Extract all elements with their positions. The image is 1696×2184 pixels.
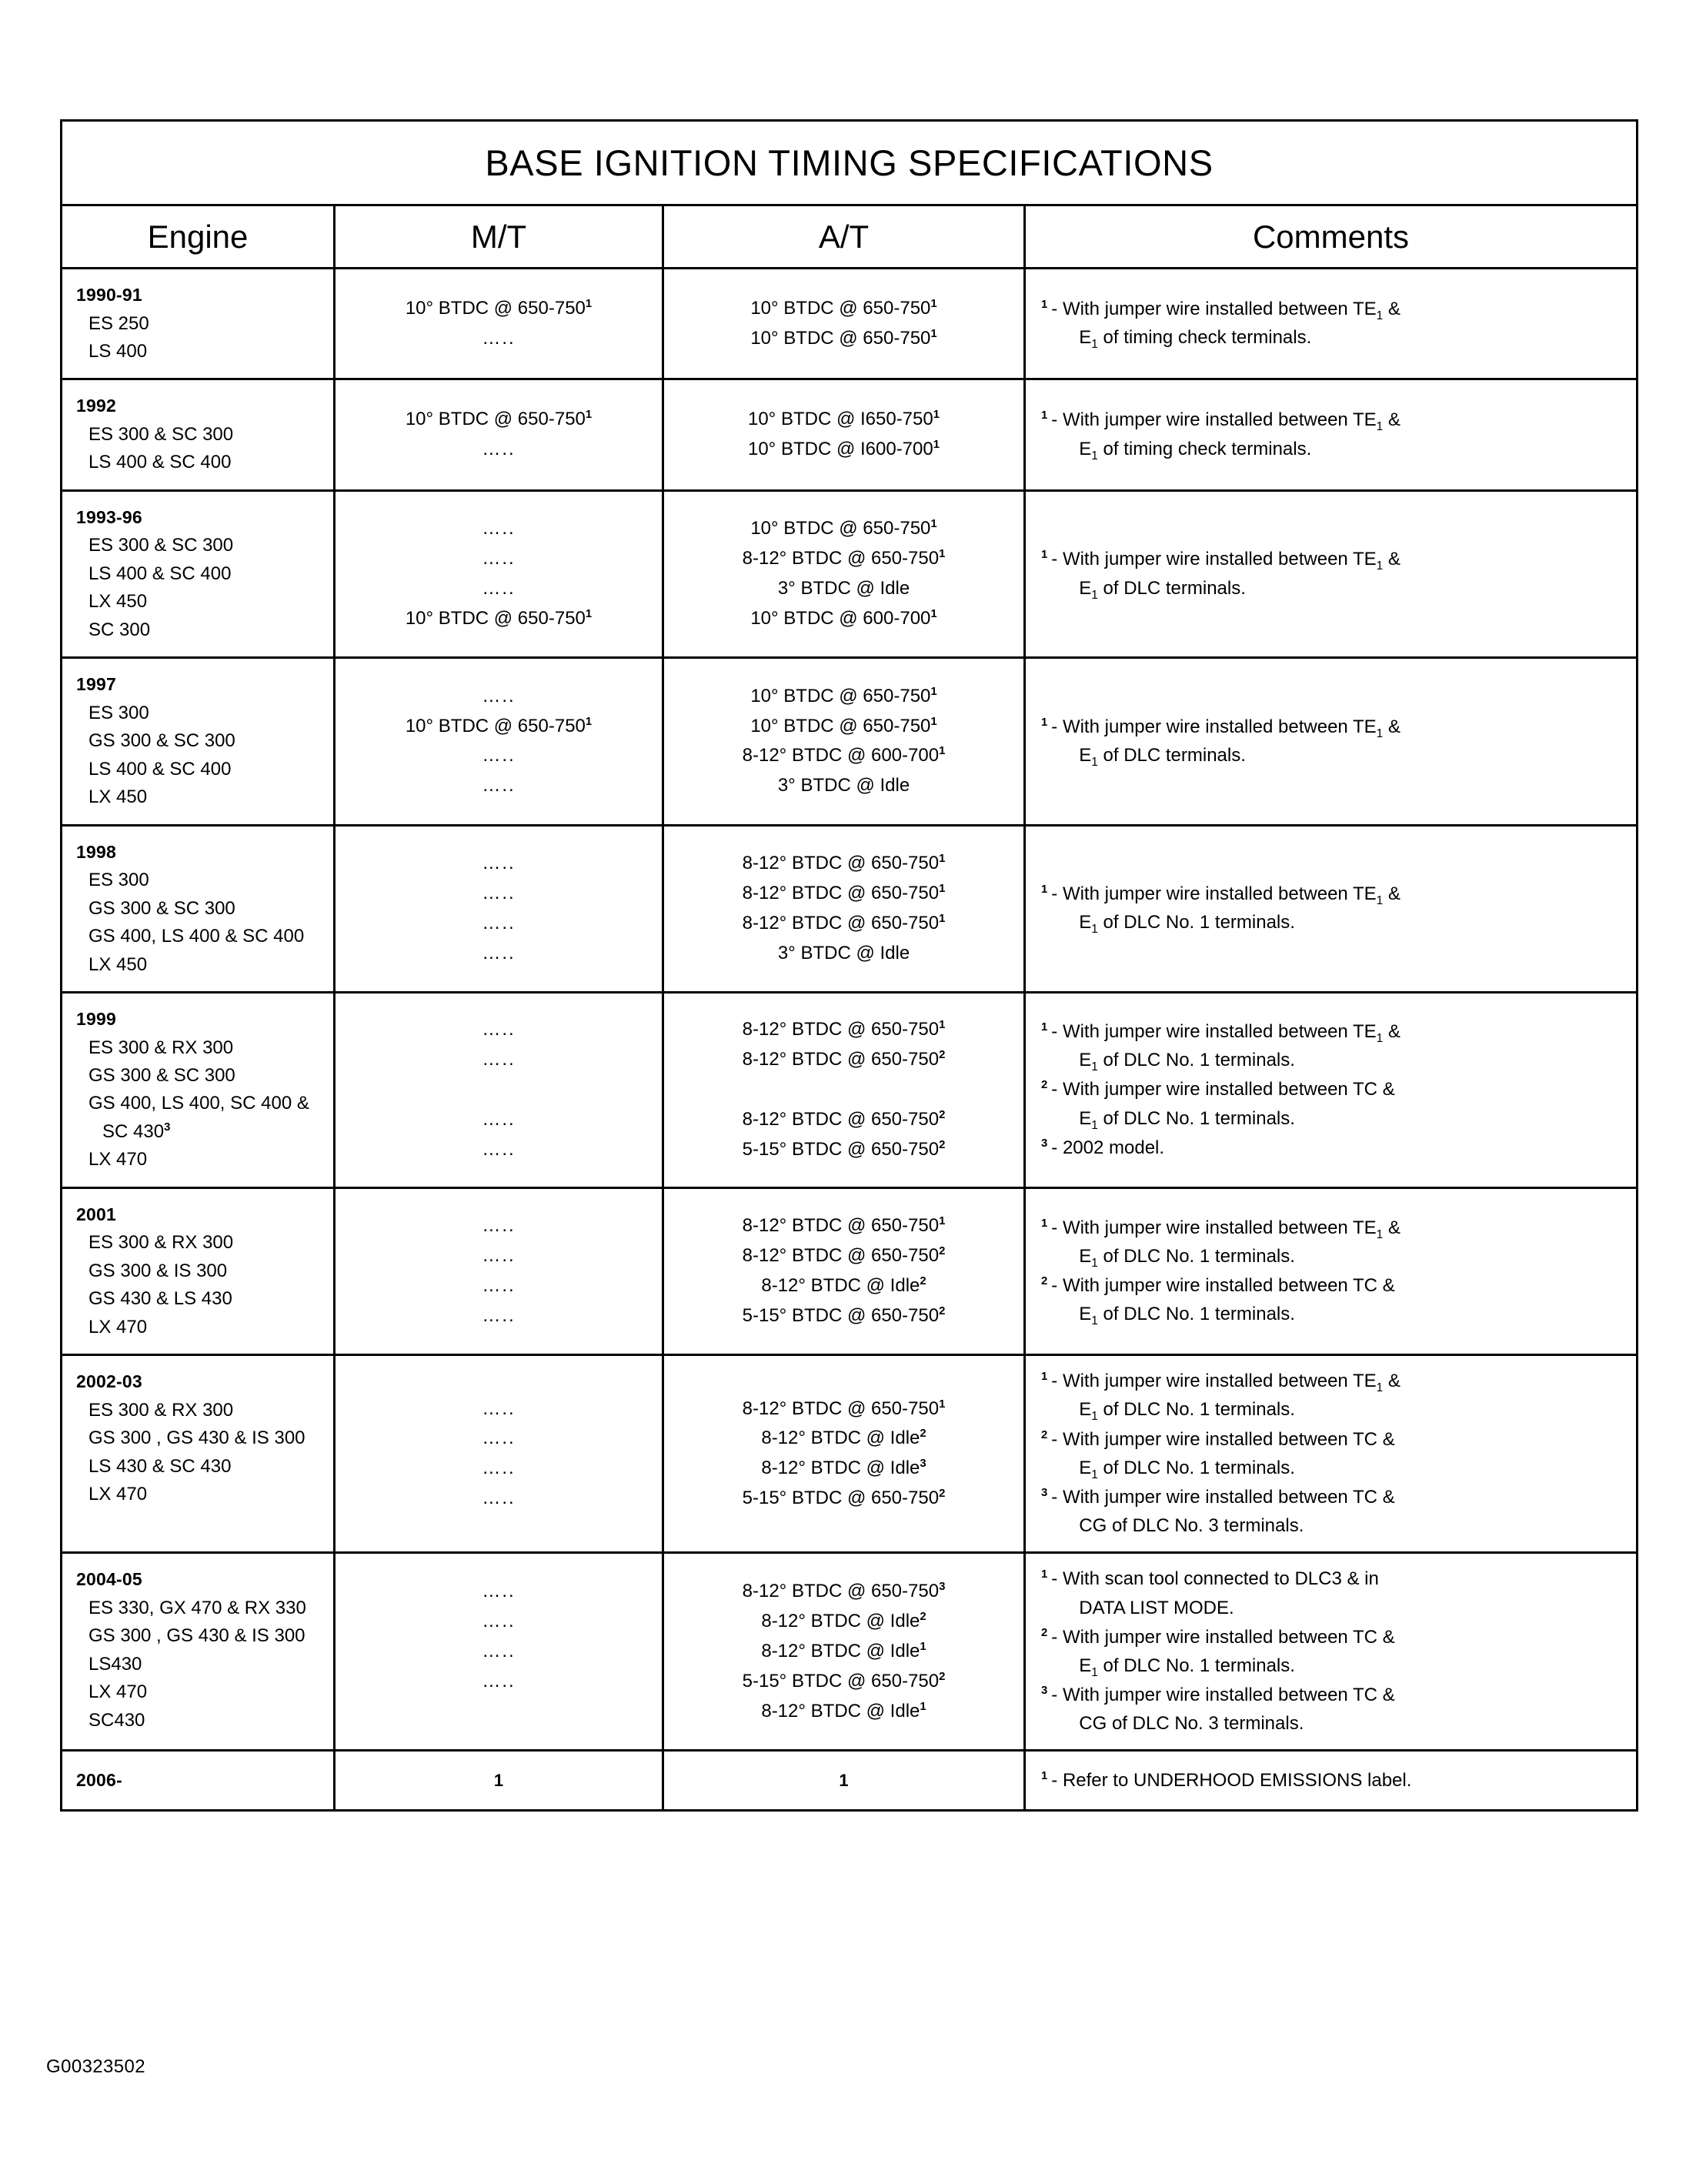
engine-model: GS 300 & IS 300 — [88, 1260, 228, 1281]
comment-note — [1041, 1017, 1619, 1074]
comment-note — [1041, 545, 1619, 602]
comment-note — [1041, 1134, 1619, 1162]
comment-text: - With jumper wire installed between TC & CG of DLC No. 3 terminals. — [1051, 1486, 1395, 1537]
engine-model: ES 300 & SC 300 — [88, 423, 234, 445]
mt-value: ….. — [482, 518, 516, 539]
mt-value: ….. — [482, 745, 516, 766]
engine-cell — [62, 1355, 335, 1553]
table-row — [62, 993, 1638, 1188]
table-row — [62, 1553, 1638, 1751]
mt-value: ….. — [482, 942, 516, 963]
mt-value: ….. — [482, 912, 516, 933]
comment-marker: 3 — [1041, 1486, 1048, 1499]
comments-cell — [1025, 490, 1638, 657]
comment-marker: 1 — [1041, 1371, 1048, 1384]
engine-model: LX 470 — [88, 1316, 148, 1337]
mt-value: ….. — [482, 1398, 516, 1419]
comment-marker: 1 — [1041, 1568, 1048, 1581]
comment-marker: 2 — [1041, 1428, 1048, 1441]
at-value: 8-12° BTDC @ $650-750^2$ — [742, 1049, 946, 1070]
at-cell — [663, 490, 1025, 657]
document-code: G00323502 — [46, 2056, 146, 2077]
comment-text: - With jumper wire installed between TC & $E_1$ of DLC No. 1 terminals. — [1051, 1626, 1395, 1679]
model-year: 2004-05 — [76, 1569, 142, 1590]
at-value: 8-12° BTDC @ $650-750^2$ — [742, 1245, 946, 1267]
comment-marker: 2 — [1041, 1626, 1048, 1639]
at-value: 8-12° BTDC @ $650-750^1$ — [742, 1019, 946, 1040]
mt-value: 10° BTDC @ $650-750^1$ — [405, 409, 593, 430]
column-header-at: A/T — [663, 205, 1025, 269]
comment-marker: 1 — [1041, 883, 1048, 897]
mt-cell — [335, 1553, 663, 1751]
mt-value: ….. — [482, 1581, 516, 1602]
mt-value: 10° BTDC @ $650-750^1$ — [405, 715, 593, 736]
engine-model: LX 470 — [88, 1484, 148, 1505]
engine-model: ES 300 — [88, 702, 149, 723]
comment-marker: 1 — [1041, 716, 1048, 729]
model-year: 1998 — [76, 841, 116, 862]
model-year: 2001 — [76, 1204, 116, 1224]
at-value: 5-15° BTDC @ $650-750^2$ — [742, 1138, 946, 1160]
at-value: 8-12° BTDC @ Idle$^1$ — [761, 1700, 926, 1721]
at-cell — [663, 658, 1025, 825]
engine-model: GS 300 & SC 300 — [88, 730, 235, 752]
base-ignition-timing-table — [60, 119, 1638, 1812]
mt-cell — [335, 1751, 663, 1811]
comment-text: - With jumper wire installed between $TE_1$ & $E_1$ of DLC No. 1 terminals. — [1051, 883, 1401, 937]
comment-marker: 1 — [1041, 1020, 1048, 1034]
comment-note — [1041, 406, 1619, 463]
engine-cell — [62, 269, 335, 379]
engine-model: SC 300 — [88, 619, 151, 640]
mt-value: ….. — [482, 439, 516, 460]
mt-value: 10° BTDC @ $650-750^1$ — [405, 297, 593, 319]
at-cell — [663, 1355, 1025, 1553]
engine-cell — [62, 1187, 335, 1354]
engine-model: GS 300 & SC 300 — [88, 1064, 235, 1086]
mt-value: ….. — [482, 1245, 516, 1267]
at-value: 10° BTDC @ $I600-700^1$ — [747, 439, 940, 460]
engine-model: LS 400 & SC 400 — [88, 452, 232, 473]
table-row — [62, 825, 1638, 992]
at-value: 5-15° BTDC @ $650-750^2$ — [742, 1670, 946, 1691]
model-year: 1993-96 — [76, 506, 142, 527]
at-value: 8-12° BTDC @ Idle$^3$ — [761, 1458, 926, 1479]
at-cell — [663, 1553, 1025, 1751]
table-row — [62, 1355, 1638, 1553]
comment-text: - With jumper wire installed between TC & CG of DLC No. 3 terminals. — [1051, 1685, 1395, 1735]
at-value — [664, 1075, 1023, 1105]
comment-marker: 1 — [1041, 409, 1048, 422]
comment-marker: 2 — [1041, 1275, 1048, 1288]
comment-note — [1041, 1075, 1619, 1132]
engine-cell — [62, 658, 335, 825]
mt-value: 10° BTDC @ $650-750^1$ — [405, 607, 593, 629]
at-value: 8-12° BTDC @ $650-750^1$ — [742, 882, 946, 903]
mt-value: ….. — [482, 548, 516, 569]
mt-value: ….. — [482, 1049, 516, 1070]
engine-model: GS 430 & LS 430 — [88, 1288, 232, 1310]
mt-value: ….. — [482, 1138, 516, 1160]
comment-marker: 1 — [1041, 549, 1048, 562]
comment-marker: 2 — [1041, 1079, 1048, 1092]
mt-value — [336, 1697, 662, 1727]
mt-value: ….. — [482, 1304, 516, 1326]
at-value: 8-12° BTDC @ $650-750^1$ — [742, 548, 946, 569]
comment-marker: 1 — [1041, 1769, 1048, 1782]
mt-value: ….. — [482, 1275, 516, 1297]
engine-model: LX 450 — [88, 953, 148, 975]
engine-model: SC $430^3$ — [102, 1120, 171, 1142]
comment-text: - With jumper wire installed between $TE_1$ & $E_1$ of DLC No. 1 terminals. — [1051, 1371, 1401, 1424]
header-row — [62, 205, 1638, 269]
mt-value: ….. — [482, 882, 516, 903]
comments-cell — [1025, 1751, 1638, 1811]
mt-value: 1 — [493, 1770, 504, 1790]
table-row — [62, 1751, 1638, 1811]
at-value: 3° BTDC @ Idle — [777, 942, 910, 963]
comment-note — [1041, 295, 1619, 352]
mt-value: ….. — [482, 1611, 516, 1632]
comment-note — [1041, 880, 1619, 937]
at-value: 10° BTDC @ $650-750^1$ — [750, 715, 937, 736]
comment-text: - With jumper wire installed between $TE_1$ & $E_1$ of timing check terminals. — [1051, 409, 1401, 463]
spec-sheet — [60, 119, 1636, 1812]
column-header-comments: Comments — [1025, 205, 1638, 269]
comment-note — [1041, 1565, 1619, 1621]
comment-text: - With jumper wire installed between $TE_1$ & $E_1$ of DLC No. 1 terminals. — [1051, 1020, 1401, 1074]
model-year: 1999 — [76, 1009, 116, 1029]
at-cell — [663, 269, 1025, 379]
engine-model: ES 300 & SC 300 — [88, 535, 234, 556]
model-year: 1997 — [76, 674, 116, 695]
engine-model: LS 400 & SC 400 — [88, 563, 232, 584]
mt-cell — [335, 825, 663, 992]
engine-cell — [62, 490, 335, 657]
mt-value: ….. — [482, 1640, 516, 1661]
at-value: 8-12° BTDC @ $650-750^1$ — [742, 912, 946, 933]
comments-cell — [1025, 1553, 1638, 1751]
at-value: 3° BTDC @ Idle — [777, 578, 910, 599]
engine-model: ES 300 & RX 300 — [88, 1399, 234, 1421]
mt-value: ….. — [482, 1458, 516, 1479]
comments-cell — [1025, 825, 1638, 992]
comment-text: - With jumper wire installed between $TE_1$ & $E_1$ of DLC terminals. — [1051, 549, 1401, 602]
comment-note — [1041, 1367, 1619, 1424]
table-body — [62, 269, 1638, 1811]
mt-value: ….. — [482, 775, 516, 796]
model-year: 1992 — [76, 396, 116, 416]
mt-cell — [335, 993, 663, 1188]
comment-note — [1041, 1214, 1619, 1271]
comment-text: - With scan tool connected to DLC3 & in DATA LIST MODE. — [1051, 1568, 1379, 1618]
at-value: 3° BTDC @ Idle — [777, 775, 910, 796]
engine-cell — [62, 379, 335, 490]
at-value: 10° BTDC @ $650-750^1$ — [750, 685, 937, 706]
engine-model: LS430 — [88, 1653, 142, 1675]
mt-value: ….. — [482, 1670, 516, 1691]
at-value: 10° BTDC @ $650-750^1$ — [750, 518, 937, 539]
at-value: 8-12° BTDC @ $650-750^1$ — [742, 1398, 946, 1419]
mt-value: ….. — [482, 327, 516, 349]
at-value: 8-12° BTDC @ $650-750^2$ — [742, 1108, 946, 1130]
mt-cell — [335, 379, 663, 490]
engine-cell — [62, 1751, 335, 1811]
at-value: 10° BTDC @ $650-750^1$ — [750, 327, 937, 349]
comments-cell — [1025, 269, 1638, 379]
comments-cell — [1025, 993, 1638, 1188]
table-row — [62, 658, 1638, 825]
comment-marker: 3 — [1041, 1685, 1048, 1698]
comment-text: - 2002 model. — [1051, 1137, 1165, 1158]
column-header-mt: M/T — [335, 205, 663, 269]
mt-cell — [335, 490, 663, 657]
comment-text: - Refer to UNDERHOOD EMISSIONS label. — [1051, 1769, 1412, 1791]
engine-cell — [62, 993, 335, 1188]
mt-value — [336, 1075, 662, 1105]
engine-model: LX 470 — [88, 1149, 148, 1170]
comment-text: - With jumper wire installed between TC & $E_1$ of DLC No. 1 terminals. — [1051, 1079, 1395, 1132]
comment-marker: 1 — [1041, 1217, 1048, 1230]
at-value: 8-12° BTDC @ Idle$^2$ — [761, 1275, 926, 1297]
page-title: BASE IGNITION TIMING SPECIFICATIONS — [485, 142, 1214, 183]
comments-cell — [1025, 658, 1638, 825]
at-value: 8-12° BTDC @ Idle$^2$ — [761, 1428, 926, 1449]
column-header-engine: Engine — [62, 205, 335, 269]
at-cell — [663, 993, 1025, 1188]
engine-model: GS 300 , GS 430 & IS 300 — [88, 1625, 305, 1647]
mt-value: ….. — [482, 1428, 516, 1449]
engine-cell — [62, 825, 335, 992]
engine-model: LX 450 — [88, 786, 148, 808]
table-row — [62, 490, 1638, 657]
mt-cell — [335, 1355, 663, 1553]
at-cell — [663, 379, 1025, 490]
comment-note — [1041, 1623, 1619, 1680]
at-value: 10° BTDC @ $650-750^1$ — [750, 297, 937, 319]
at-value: 8-12° BTDC @ $600-700^1$ — [742, 745, 946, 766]
engine-cell — [62, 1553, 335, 1751]
at-value: 5-15° BTDC @ $650-750^2$ — [742, 1304, 946, 1326]
comments-cell — [1025, 1187, 1638, 1354]
engine-model: LS 400 & SC 400 — [88, 758, 232, 780]
engine-model: LX 450 — [88, 591, 148, 613]
engine-model: ES 250 — [88, 312, 149, 334]
at-value: 8-12° BTDC @ $650-750^1$ — [742, 1215, 946, 1237]
engine-model: ES 300 & RX 300 — [88, 1037, 234, 1058]
at-value: 1 — [839, 1770, 849, 1790]
engine-model: ES 300 & RX 300 — [88, 1232, 234, 1254]
mt-value: ….. — [482, 1488, 516, 1509]
comment-text: - With jumper wire installed between TC & $E_1$ of DLC No. 1 terminals. — [1051, 1428, 1395, 1481]
comment-note — [1041, 1766, 1619, 1795]
comment-marker: 1 — [1041, 299, 1048, 312]
comment-note — [1041, 713, 1619, 770]
comment-note — [1041, 1483, 1619, 1540]
comment-note — [1041, 1425, 1619, 1482]
engine-model: SC430 — [88, 1709, 145, 1731]
comment-text: - With jumper wire installed between $TE_1$ & $E_1$ of timing check terminals. — [1051, 299, 1401, 352]
comment-text: - With jumper wire installed between TC & $E_1$ of DLC No. 1 terminals. — [1051, 1275, 1395, 1328]
engine-model: LS 430 & SC 430 — [88, 1455, 232, 1477]
mt-value: ….. — [482, 853, 516, 874]
mt-cell — [335, 269, 663, 379]
engine-model: ES 300 — [88, 870, 149, 891]
at-value: 8-12° BTDC @ Idle$^2$ — [761, 1611, 926, 1632]
mt-value: ….. — [482, 1019, 516, 1040]
table-row — [62, 269, 1638, 379]
table-row — [62, 1187, 1638, 1354]
at-cell — [663, 825, 1025, 992]
mt-cell — [335, 1187, 663, 1354]
engine-model: LX 470 — [88, 1681, 148, 1703]
engine-model: GS 400, LS 400, SC 400 & — [88, 1093, 309, 1114]
engine-model: GS 400, LS 400 & SC 400 — [88, 926, 305, 947]
at-cell — [663, 1751, 1025, 1811]
comment-note — [1041, 1271, 1619, 1328]
engine-model: LS 400 — [88, 340, 148, 362]
at-value: 8-12° BTDC @ $650-750^1$ — [742, 853, 946, 874]
engine-model: GS 300 & SC 300 — [88, 897, 235, 919]
model-year: 1990-91 — [76, 285, 142, 305]
comment-marker: 3 — [1041, 1137, 1048, 1150]
comment-text: - With jumper wire installed between $TE_1$ & $E_1$ of DLC No. 1 terminals. — [1051, 1217, 1401, 1270]
mt-value: ….. — [482, 578, 516, 599]
at-value: 5-15° BTDC @ $650-750^2$ — [742, 1488, 946, 1509]
mt-value: ….. — [482, 1108, 516, 1130]
comment-text: - With jumper wire installed between $TE_1$ & $E_1$ of DLC terminals. — [1051, 716, 1401, 769]
at-value: 8-12° BTDC @ Idle$^1$ — [761, 1640, 926, 1661]
comment-note — [1041, 1681, 1619, 1738]
title-row — [62, 121, 1638, 205]
mt-cell — [335, 658, 663, 825]
engine-model: GS 300 , GS 430 & IS 300 — [88, 1428, 305, 1449]
at-value: 10° BTDC @ $600-700^1$ — [750, 607, 937, 629]
comments-cell — [1025, 379, 1638, 490]
mt-value: ….. — [482, 1215, 516, 1237]
engine-model: ES 330, GX 470 & RX 330 — [88, 1597, 306, 1618]
at-value: 10° BTDC @ $I650-750^1$ — [747, 409, 940, 430]
comments-cell — [1025, 1355, 1638, 1553]
at-cell — [663, 1187, 1025, 1354]
model-year: 2002-03 — [76, 1371, 142, 1392]
model-year: 2006- — [76, 1770, 122, 1791]
table-row — [62, 379, 1638, 490]
at-value: 8-12° BTDC @ $650-750^3$ — [742, 1581, 946, 1602]
table-title-cell — [62, 121, 1638, 205]
mt-value: ….. — [482, 685, 516, 706]
